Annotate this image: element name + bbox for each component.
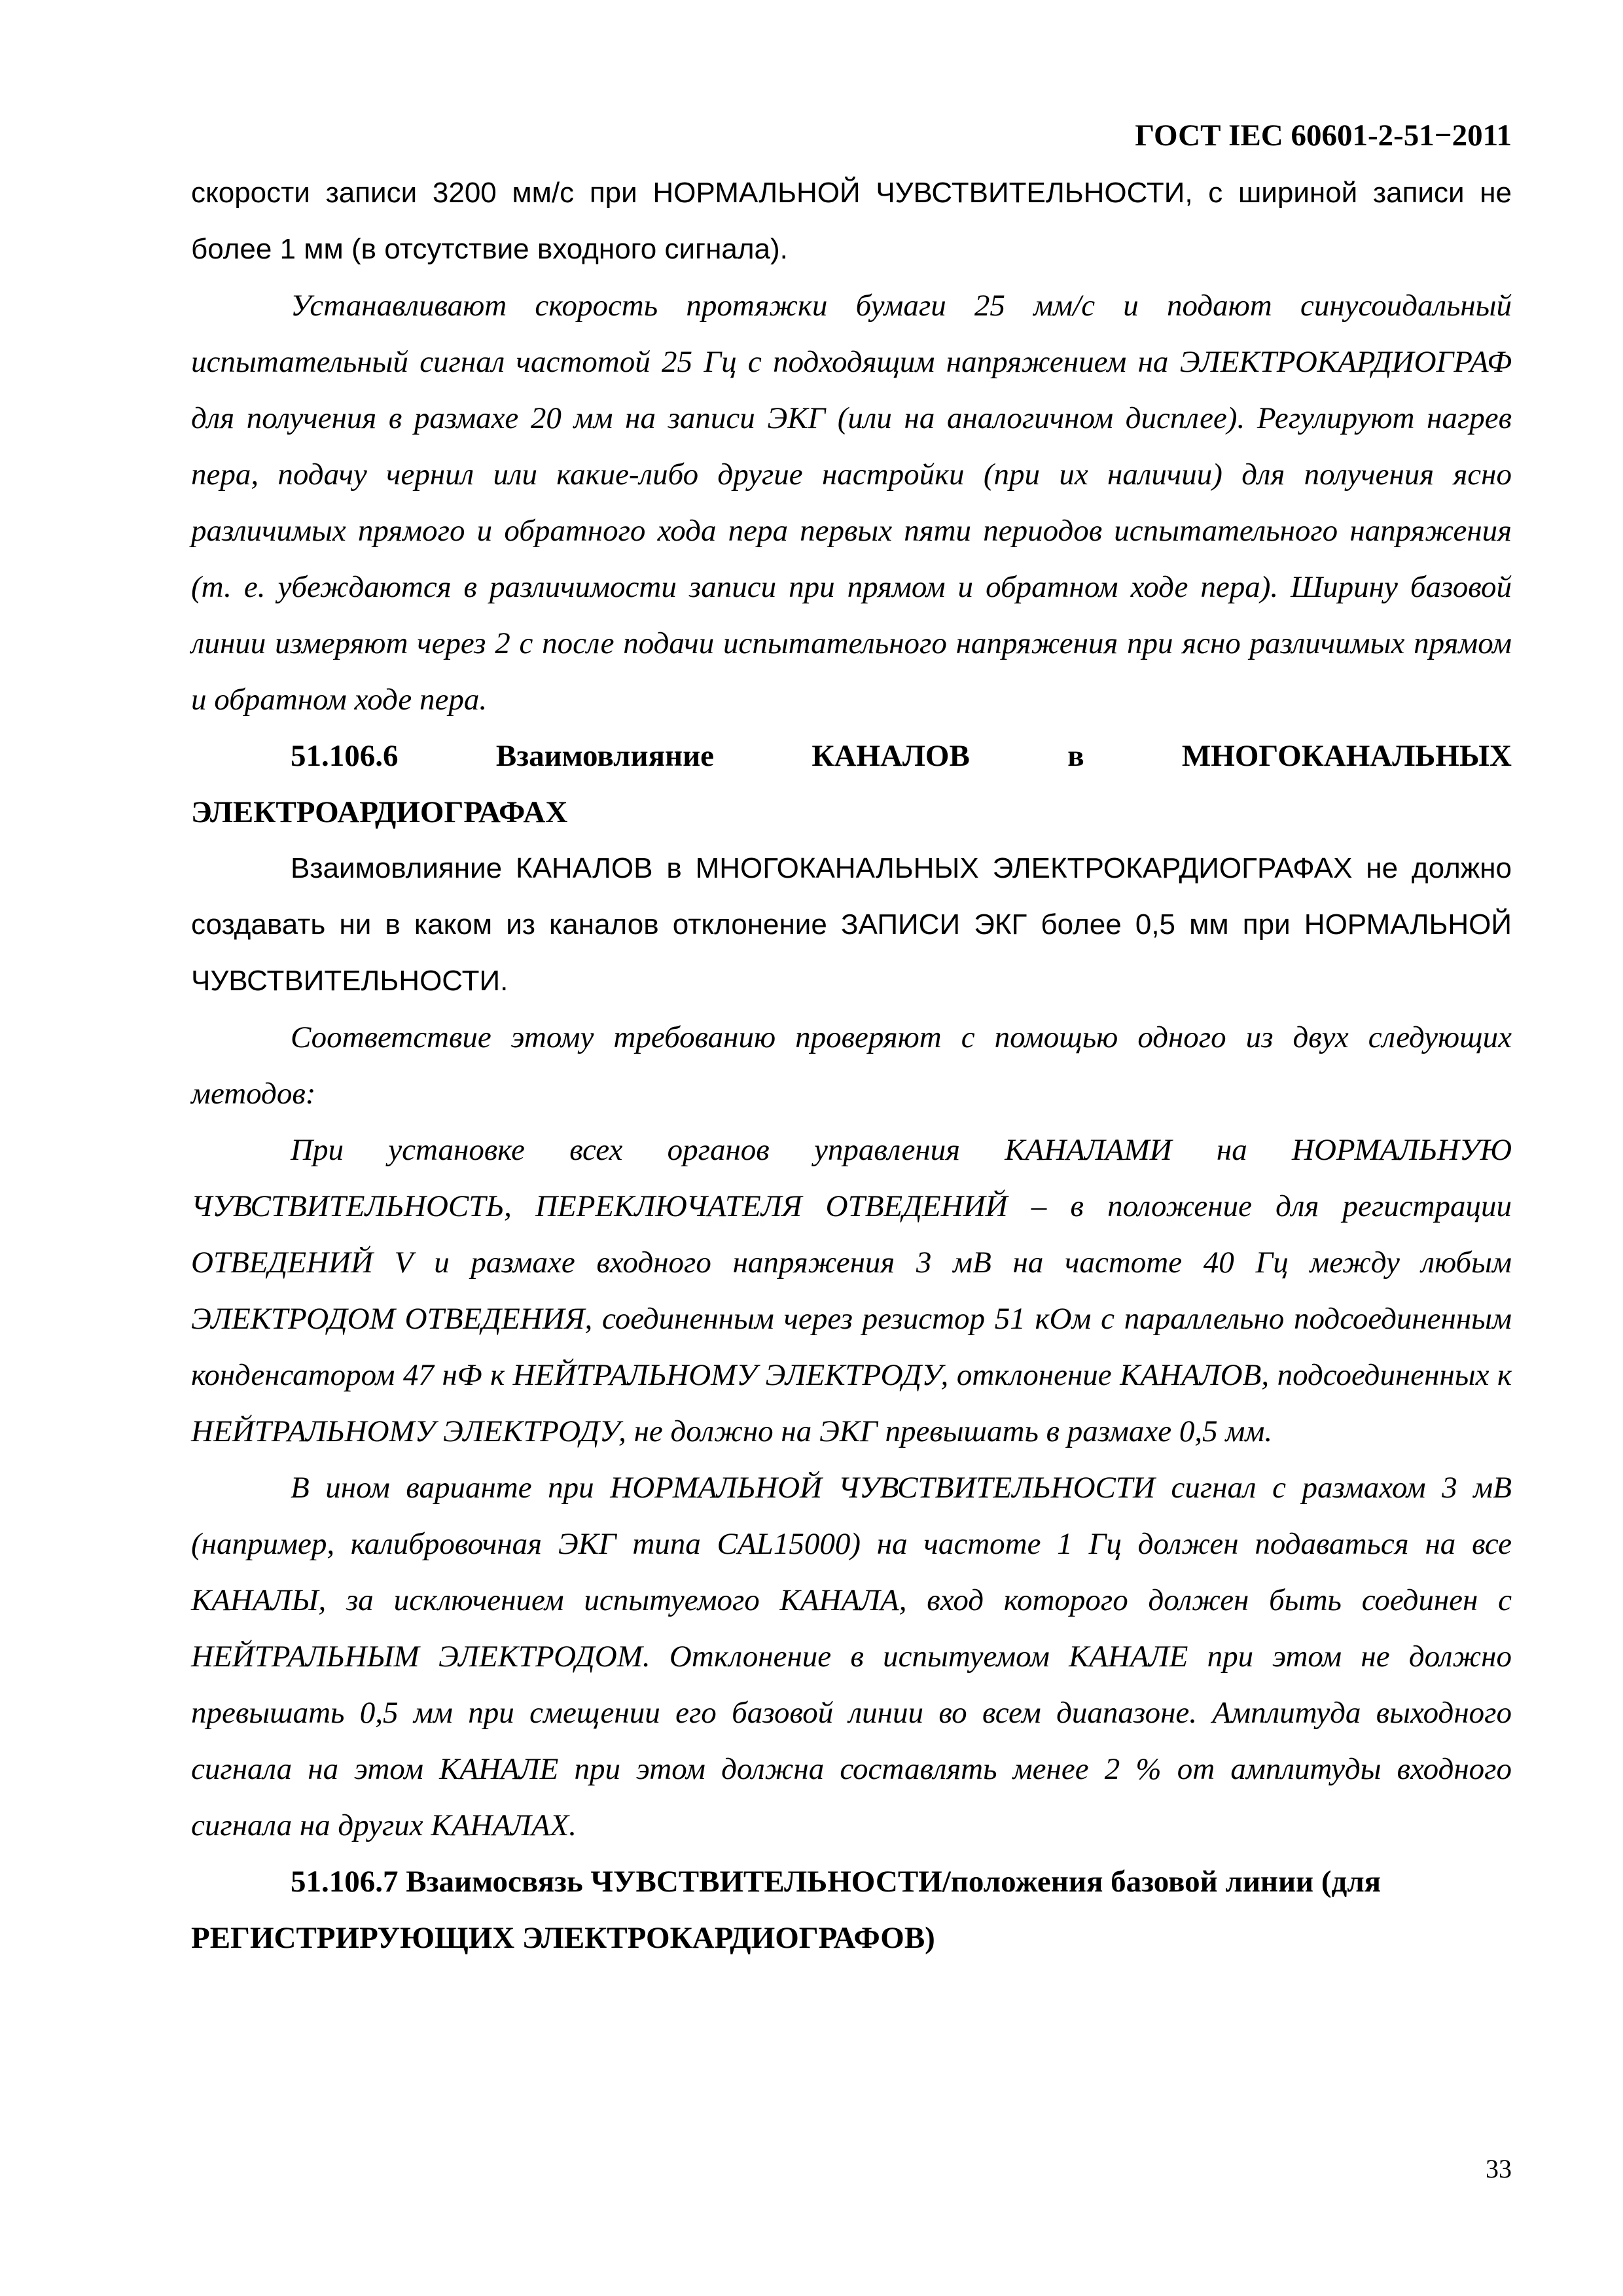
heading-word: МНОГОКАНАЛЬНЫХ [1181, 739, 1512, 773]
heading-word: Взаимовлияние [495, 739, 715, 773]
document-body [191, 165, 1512, 1966]
paragraph-test-method: Устанавливают скорость протяжки бумаги 25 мм/с и подают синусоидальный испытательный сигнал частотой 25 Гц с подходящим напряжением на ЭЛЕКТРОКАРДИОГРАФ для получения в размахе 20 мм на записи ЭКГ (или на аналогичном дисплее). Регулируют нагрев пера, подачу чернил или какие-либо другие настройки (при их наличии) для получения ясно различимых прямого и обратного хода пера первых пяти периодов испытательного напряжения (т. е. убеждаются в различимости записи при прямом и обратном ходе пера). Ширину базовой линии измеряют через 2 с после подачи испытательного напряжения при ясно различимых прямом и обратном ходе пера. [191, 289, 1512, 717]
section-heading-51-106-7: 51.106.7 Взаимосвязь ЧУВСТВИТЕЛЬНОСТИ/положения базовой линии (для РЕГИСТРИРУЮЩИХ ЭЛЕКТРОКАРДИОГРАФОВ) [191, 1865, 1382, 1955]
paragraph-method-2: В ином варианте при НОРМАЛЬНОЙ ЧУВСТВИТЕЛЬНОСТИ сигнал с размахом 3 мВ (например, калибровочная ЭКГ типа CAL15000) на частоте 1 Гц должен подаваться на все КАНАЛЫ, за исключением испытуемого КАНАЛА, вход которого должен быть соединен с НЕЙТРАЛЬНЫМ ЭЛЕКТРОДОМ. Отклонение в испытуемом КАНАЛЕ при этом не должно превышать 0,5 мм при смещении его базовой линии во всем диапазоне. Амплитуда выходного сигнала на этом КАНАЛЕ при этом должна составлять менее 2 % от амплитуды входного сигнала на других КАНАЛАХ. [191, 1471, 1512, 1842]
document-header: ГОСТ IEC 60601-2-51−2011 [1135, 118, 1512, 152]
heading-word: в [1067, 739, 1084, 773]
heading-word: КАНАЛОВ [812, 739, 970, 773]
heading-number: 51.106.6 [291, 739, 399, 773]
paragraph-continuation: скорости записи 3200 мм/с при НОРМАЛЬНОЙ ЧУВСТВИТЕЛЬНОСТИ, с шириной записи не более 1 мм (в отсутствие входного сигнала). [191, 177, 1512, 265]
heading-line-2: ЭЛЕКТРОАРДИОГРАФАХ [191, 795, 568, 829]
paragraph-requirement: Взаимовлияние КАНАЛОВ в МНОГОКАНАЛЬНЫХ ЭЛЕКТРОКАРДИОГРАФАХ не должно создавать ни в каком из каналов отклонение ЗАПИСИ ЭКГ более 0,5 мм при НОРМАЛЬНОЙ ЧУВСТВИТЕЛЬНОСТИ. [191, 852, 1512, 997]
page-number: 33 [1486, 2154, 1512, 2183]
section-heading-51-106-6 [191, 728, 1512, 840]
paragraph-compliance-check: Соответствие этому требованию проверяют с помощью одного из двух следующих методов: [191, 1020, 1512, 1111]
paragraph-method-1: При установке всех органов управления КАНАЛАМИ на НОРМАЛЬНУЮ ЧУВСТВИТЕЛЬНОСТЬ, ПЕРЕКЛЮЧАТЕЛЯ ОТВЕДЕНИЙ – в положение для регистрации ОТВЕДЕНИЙ V и размахе входного напряжения 3 мВ на частоте 40 Гц между любым ЭЛЕКТРОДОМ ОТВЕДЕНИЯ, соединенным через резистор 51 кОм с параллельно подсоединенным конденсатором 47 нФ к НЕЙТРАЛЬНОМУ ЭЛЕКТРОДУ, отклонение КАНАЛОВ, подсоединенных к НЕЙТРАЛЬНОМУ ЭЛЕКТРОДУ, не должно на ЭКГ превышать в размахе 0,5 мм. [191, 1133, 1512, 1448]
